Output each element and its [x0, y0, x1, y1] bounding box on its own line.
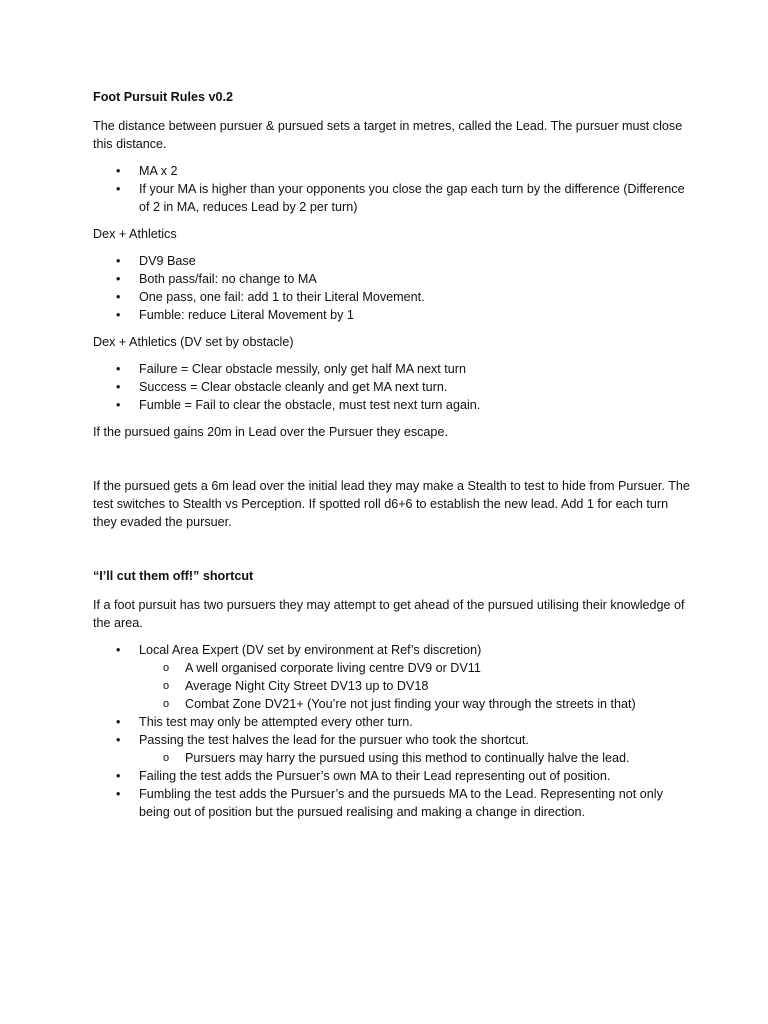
list-item: • Failing the test adds the Pursuer’s own MA to their Lead representing out of position.	[93, 767, 693, 785]
dex-athletics-list	[93, 252, 693, 324]
list-item: • Success = Clear obstacle cleanly and get MA next turn.	[93, 378, 693, 396]
sub-list	[139, 749, 693, 767]
sub-list-item: o Pursuers may harry the pursued using this method to continually halve the lead.	[139, 749, 693, 767]
list-item: • One pass, one fail: add 1 to their Literal Movement.	[93, 288, 693, 306]
shortcut-list	[93, 641, 693, 821]
list-item: • DV9 Base	[93, 252, 693, 270]
blank-line	[93, 450, 693, 477]
list-item-text: Local Area Expert (DV set by environment at Ref’s discretion)	[139, 643, 482, 657]
document-title: Foot Pursuit Rules v0.2	[93, 90, 233, 104]
document-body	[93, 88, 693, 830]
list-item: • Both pass/fail: no change to MA	[93, 270, 693, 288]
obstacle-list	[93, 360, 693, 414]
list-item-text: Passing the test halves the lead for the pursuer who took the shortcut.	[139, 733, 529, 747]
list-item: • Fumble = Fail to clear the obstacle, must test next turn again.	[93, 396, 693, 414]
list-item	[93, 641, 693, 713]
lead-rules-list	[93, 162, 693, 216]
escape-paragraph: If the pursued gains 20m in Lead over the Pursuer they escape.	[93, 425, 448, 439]
blank-line	[93, 540, 693, 567]
list-item: • Fumbling the test adds the Pursuer’s and the pursueds MA to the Lead. Representing not only being out of position but the pursued realising and making a change in direction.	[93, 785, 693, 821]
sub-list-item: o Combat Zone DV21+ (You’re not just finding your way through the streets in that)	[139, 695, 693, 713]
list-item: • If your MA is higher than your opponents you close the gap each turn by the difference (Difference of 2 in MA, reduces Lead by 2 per turn)	[93, 180, 693, 216]
shortcut-intro-paragraph: If a foot pursuit has two pursuers they may attempt to get ahead of the pursued utilising their knowledge of the area.	[93, 598, 685, 630]
sub-list-item: o Average Night City Street DV13 up to DV18	[139, 677, 693, 695]
stealth-paragraph: If the pursued gets a 6m lead over the initial lead they may make a Stealth to test to hide from Pursuer. The test switches to Stealth vs Perception. If spotted roll d6+6 to establish the new lead. Add 1 for each turn they evaded the pursuer.	[93, 479, 690, 529]
shortcut-heading: “I’ll cut them off!” shortcut	[93, 569, 254, 583]
obstacle-heading: Dex + Athletics (DV set by obstacle)	[93, 335, 294, 349]
list-item: • MA x 2	[93, 162, 693, 180]
dex-athletics-heading: Dex + Athletics	[93, 227, 177, 241]
list-item: • Fumble: reduce Literal Movement by 1	[93, 306, 693, 324]
intro-paragraph: The distance between pursuer & pursued sets a target in metres, called the Lead. The pursuer must close this distance.	[93, 119, 683, 151]
list-item	[93, 731, 693, 767]
list-item: • Failure = Clear obstacle messily, only get half MA next turn	[93, 360, 693, 378]
sub-list-item: o A well organised corporate living centre DV9 or DV11	[139, 659, 693, 677]
list-item: • This test may only be attempted every other turn.	[93, 713, 693, 731]
sub-list	[139, 659, 693, 713]
